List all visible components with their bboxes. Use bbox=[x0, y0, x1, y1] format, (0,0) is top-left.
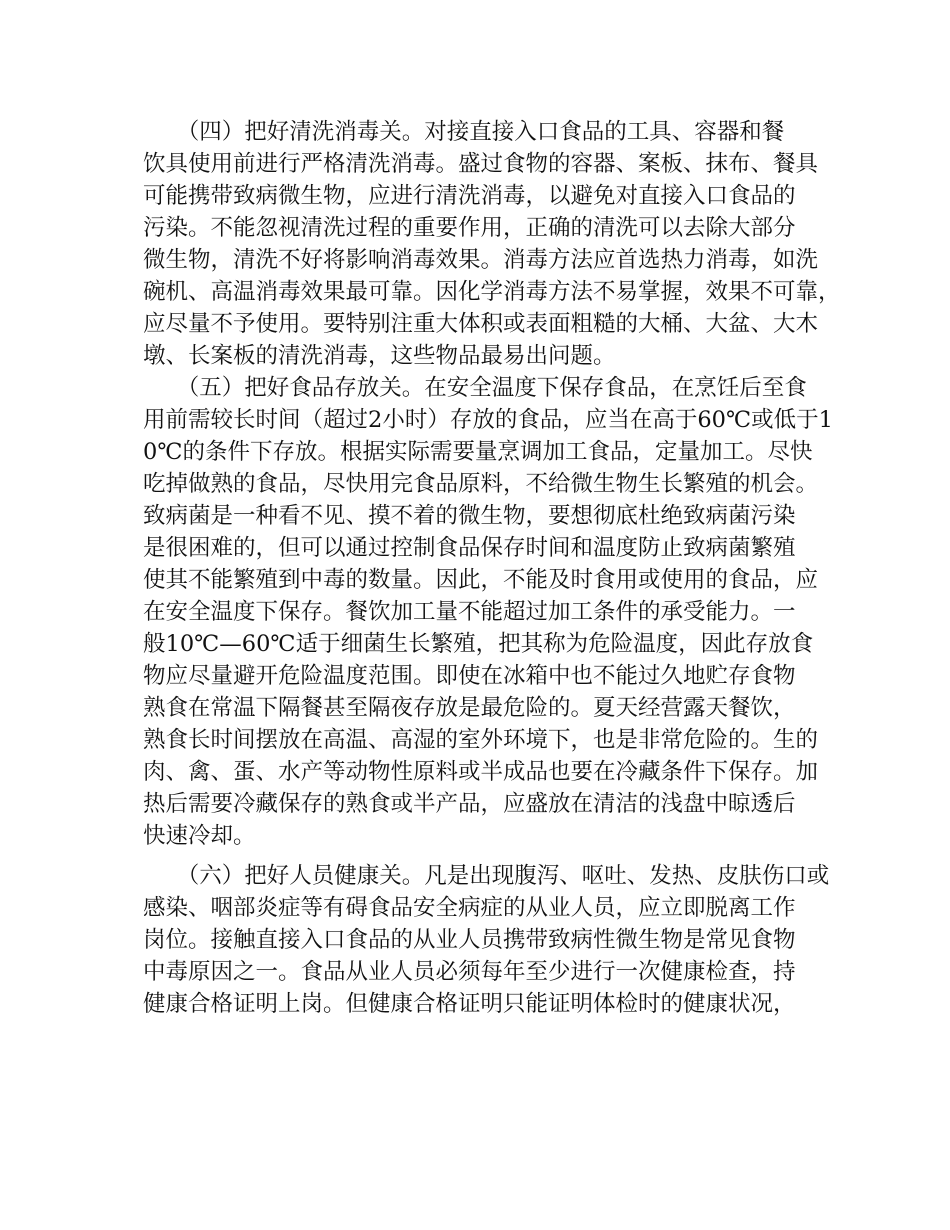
text-line: 0℃的条件下存放。根据实际需要量烹调加工食品，定量加工。尽快 bbox=[143, 439, 813, 465]
paragraph-spacer bbox=[143, 852, 823, 860]
paragraph-cleaning-disinfection bbox=[143, 116, 841, 372]
text-line: 物应尽量避开危险温度范围。即使在冰箱中也不能过久地贮存食物 bbox=[143, 663, 796, 689]
text-line: 饮具使用前进行严格清洗消毒。盛过食物的容器、案板、抹布、餐具 bbox=[143, 151, 819, 177]
text-line: 可能携带致病微生物，应进行清洗消毒，以避免对直接入口食品的 bbox=[143, 183, 796, 209]
text-line: 般10℃—60℃适于细菌生长繁殖，把其称为危险温度，因此存放食 bbox=[143, 631, 814, 657]
text-line: 吃掉做熟的食品，尽快用完食品原料，不给微生物生长繁殖的机会。 bbox=[143, 471, 819, 497]
text-line: 墩、长案板的清洗消毒，这些物品最易出问题。 bbox=[143, 343, 616, 369]
text-line: 热后需要冷藏保存的熟食或半产品，应盛放在清洁的浅盘中晾透后 bbox=[143, 791, 796, 817]
text-line: 致病菌是一种看不见、摸不着的微生物，要想彻底杜绝致病菌污染 bbox=[143, 503, 796, 529]
paragraph-food-storage bbox=[143, 372, 833, 852]
text-line: 岗位。接触直接入口食品的从业人员携带致病性微生物是常见食物 bbox=[143, 927, 796, 953]
paragraph-staff-health bbox=[143, 860, 830, 1020]
text-line: （四）把好清洗消毒关。对接直接入口食品的工具、容器和餐 bbox=[143, 119, 785, 145]
text-line: 熟食长时间摆放在高温、高湿的室外环境下，也是非常危险的。生的 bbox=[143, 727, 819, 753]
text-line: （五）把好食品存放关。在安全温度下保存食品，在烹饪后至食 bbox=[143, 375, 807, 401]
text-line: 中毒原因之一。食品从业人员必须每年至少进行一次健康检查，持 bbox=[143, 959, 796, 985]
text-line: 使其不能繁殖到中毒的数量。因此，不能及时食用或使用的食品，应 bbox=[143, 567, 819, 593]
text-line: 应尽量不予使用。要特别注重大体积或表面粗糙的大桶、大盆、大木 bbox=[143, 311, 819, 337]
text-line: 熟食在常温下隔餐甚至隔夜存放是最危险的。夏天经营露天餐饮， bbox=[143, 695, 796, 721]
text-line: 碗机、高温消毒效果最可靠。因化学消毒方法不易掌握，效果不可靠， bbox=[143, 279, 841, 305]
text-line: 肉、禽、蛋、水产等动物性原料或半成品也要在冷藏条件下保存。加 bbox=[143, 759, 819, 785]
text-line: 是很困难的，但可以通过控制食品保存时间和温度防止致病菌繁殖 bbox=[143, 535, 796, 561]
text-line: 感染、咽部炎症等有碍食品安全病症的从业人员，应立即脱离工作 bbox=[143, 895, 796, 921]
text-line: 健康合格证明上岗。但健康合格证明只能证明体检时的健康状况， bbox=[143, 991, 796, 1017]
document-body bbox=[143, 116, 841, 1020]
text-line: 污染。不能忽视清洗过程的重要作用，正确的清洗可以去除大部分 bbox=[143, 215, 796, 241]
text-line: 微生物，清洗不好将影响消毒效果。消毒方法应首选热力消毒，如洗 bbox=[143, 247, 819, 273]
text-line: 用前需较长时间（超过2小时）存放的食品，应当在高于60℃或低于1 bbox=[143, 407, 833, 433]
text-line: 快速冷却。 bbox=[143, 823, 256, 849]
text-line: 在安全温度下保存。餐饮加工量不能超过加工条件的承受能力。一 bbox=[143, 599, 796, 625]
text-line: （六）把好人员健康关。凡是出现腹泻、呕吐、发热、皮肤伤口或 bbox=[143, 863, 830, 889]
